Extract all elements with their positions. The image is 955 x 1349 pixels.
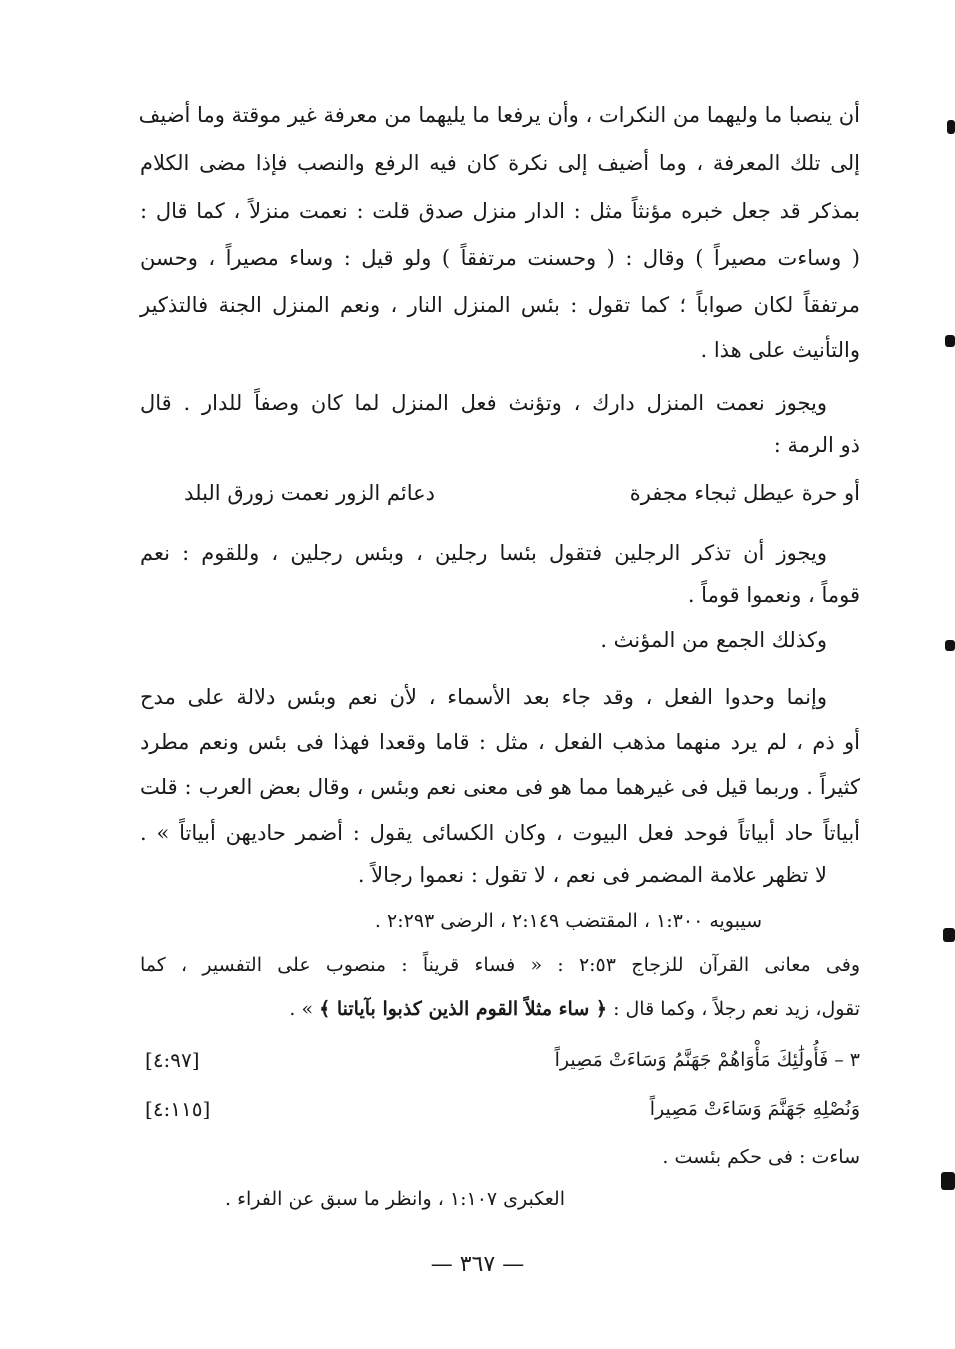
text-line: بمذكر قد جعل خبره مؤنثاً مثل : الدار منزل صدق قلت : نعمت منزلاً ، كما قال : (140, 199, 860, 223)
text-line: ذو الرمة : (773, 433, 860, 457)
text-line: والتأنيث على هذا . (700, 338, 860, 362)
verse-reference: [٤:٩٧] (145, 1048, 200, 1072)
text-line: مرتفقاً لكان صواباً ؛ كما تقول : بئس المنزل النار ، ونعم المنزل الجنة فالتذكير (140, 293, 860, 317)
text-line: قوماً ، ونعموا قوماً . (687, 583, 860, 607)
text-line: لا تظهر علامة المضمر فى نعم ، لا تقول : نعموا رجالاً . (357, 863, 827, 887)
verse-second-hemistich: دعائم الزور نعمت زورق البلد (184, 481, 435, 505)
scan-mark (947, 120, 955, 134)
verse-first-hemistich: أو حرة عيطل ثبجاء مجفرة (629, 481, 860, 505)
note-line (289, 994, 860, 1024)
quran-verse: وَنُصْلِهِ جَهَنَّمَ وَسَاءَتْ مَصِيراً (649, 1098, 860, 1120)
note-line: سيبويه ١:٣٠٠ ، المقتضب ٢:١٤٩ ، الرضى ٢:٢٩٣ . (374, 910, 762, 932)
text-line: ويجوز نعمت المنزل دارك ، وتؤنث فعل المنزل لما كان وصفاً للدار . قال (140, 391, 827, 415)
scan-mark (941, 1172, 955, 1190)
scan-mark (943, 928, 955, 942)
scan-mark (945, 640, 955, 651)
quran-verse: ٣ – فَأُولَٰئِكَ مَأْوَاهُمْ جَهَنَّمُ وَسَاءَتْ مَصِيراً (554, 1049, 860, 1071)
text-line: أبياتاً حاد أبياتاً فوحد فعل البيوت ، وكان الكسائى يقول : أضمر حاديهن أبياتاً » . (140, 821, 860, 845)
note-line: ساءت : فى حكم بئست . (662, 1146, 860, 1168)
scan-mark (945, 335, 955, 347)
quran-quote: ﴿ ساء مثلاً القوم الذين كذبوا بآياتنا ﴾ (319, 998, 608, 1020)
page-number: — ٣٦٧ — (430, 1252, 525, 1277)
text-line: وكذلك الجمع من المؤنث . (600, 628, 827, 652)
text-line: كثيراً . وربما قيل فى غيرهما مما هو فى معنى نعم وبئس ، وقال بعض العرب : قلت (140, 775, 860, 799)
text-line: ( وساءت مصيراً ) وقال : ( وحسنت مرتفقاً ) ولو قيل : وساء مصيراً ، وحسن (140, 246, 860, 270)
text-line: إلى تلك المعرفة ، وما أضيف إلى نكرة كان فيه الرفع والنصب فإذا مضى الكلام (140, 151, 860, 175)
text-line: أو ذم ، لم يرد منهما مذهب الفعل ، مثل : قاما وقعدا فهذا فى بئس ونعم مطرد (140, 730, 860, 754)
verse-reference: [٤:١١٥] (145, 1097, 211, 1121)
note-line: العكبرى ١:١٠٧ ، وانظر ما سبق عن الفراء . (225, 1188, 565, 1210)
note-text: » . (289, 998, 314, 1020)
text-line: ويجوز أن تذكر الرجلين فتقول بئسا رجلين ، وبئس رجلين ، وللقوم : نعم (140, 541, 827, 565)
note-text: تقول، زيد نعم رجلاً ، وكما قال : (613, 998, 860, 1020)
note-line: وفى معانى القرآن للزجاج ٢:٥٣ : « فساء قريناً : منصوب على التفسير ، كما (140, 954, 860, 976)
text-line: وإنما وحدوا الفعل ، وقد جاء بعد الأسماء ، لأن نعم وبئس دلالة على مدح (140, 685, 827, 709)
text-line: أن ينصبا ما وليهما من النكرات ، وأن يرفعا ما يليهما من معرفة غير موقتة وما أضيف (138, 103, 860, 127)
